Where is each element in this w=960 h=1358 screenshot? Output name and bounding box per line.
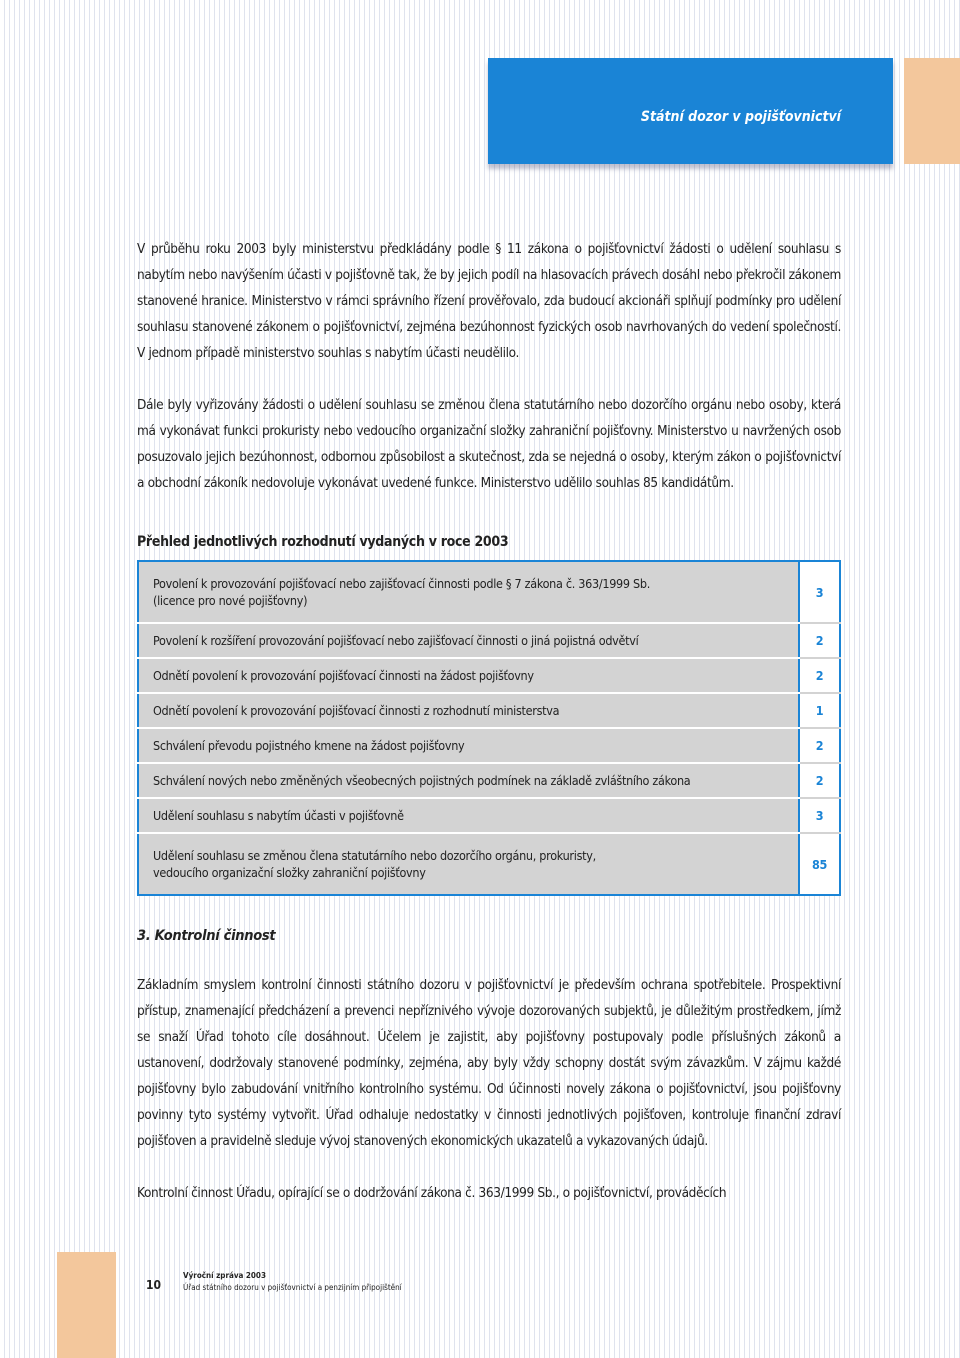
page-number: 10 xyxy=(146,1278,162,1292)
table-row xyxy=(138,798,840,833)
footer-info xyxy=(183,1270,402,1294)
control-activity-heading: 3. Kontrolní činnost xyxy=(137,928,276,944)
table-row xyxy=(138,693,840,728)
table-cell-label: Odnětí povolení k provozování pojišťovací činnosti z rozhodnutí ministerstva xyxy=(138,693,799,728)
table-cell-label: Povolení k rozšíření provozování pojišťovací nebo zajišťovací činnosti o jiná pojistná odvětví xyxy=(138,623,799,658)
table-cell-value: 2 xyxy=(799,728,840,763)
table-cell-label: Odnětí povolení k provozování pojišťovací činnosti na žádost pojišťovny xyxy=(138,658,799,693)
table-cell-label: Schválení nových nebo změněných všeobecných pojistných podmínek na základě zvláštního zákona xyxy=(138,763,799,798)
section-header-box xyxy=(488,58,893,164)
footer-report-title: Výroční zpráva 2003 xyxy=(183,1271,266,1280)
orange-accent-block-bottom xyxy=(57,1252,116,1358)
table-cell-label: Udělení souhlasu s nabytím účasti v pojišťovně xyxy=(138,798,799,833)
table-cell-value: 2 xyxy=(799,658,840,693)
decisions-heading: Přehled jednotlivých rozhodnutí vydaných v roce 2003 xyxy=(137,534,509,550)
orange-accent-block-top xyxy=(904,58,960,164)
paragraph-control-activity: Základním smyslem kontrolní činnosti státního dozoru v pojišťovnictví je především ochrana spotřebitele. Prospektivní přístup, znamenající předcházení a prevenci nepříznivého vývoje dozorovaných subjektů, je důležitým prostředkem, jímž se snaží Úřad tohoto cíle dosáhnout. Účelem je zajistit, aby pojišťovny postupovaly podle příslušných zákonů a ustanovení, dodržovaly stanovené podmínky, zejména, aby byly vždy schopny dostát svým závazkům. V zájmu každé pojišťovny bylo zabudování vnitřního kontrolního systému. Od účinnosti novely zákona o pojišťovnictví, jsou pojišťovny povinny tyto systémy vytvořit. Úřad odhaluje nedostatky v činnosti jednotlivých pojišťoven, kontroluje finanční zdraví pojišťoven a pravidelně sleduje vývoj stanovených ekonomických ukazatelů a vykazovaných údajů. xyxy=(137,977,841,1149)
table-row xyxy=(138,561,840,623)
table-cell-label: Schválení převodu pojistného kmene na žádost pojišťovny xyxy=(138,728,799,763)
decisions-table xyxy=(137,560,841,896)
paragraph-control-law: Kontrolní činnost Úřadu, opírající se o dodržování zákona č. 363/1999 Sb., o pojišťovnictví, prováděcích xyxy=(137,1185,727,1201)
table-cell-value: 3 xyxy=(799,798,840,833)
paragraph-board-changes: Dále byly vyřizovány žádosti o udělení souhlasu se změnou člena statutárního nebo dozorčího orgánu nebo osoby, která má vykonávat funkci prokuristy nebo vedoucího organizační složky zahraniční pojišťovny. Ministerstvo u navržených osob posuzovalo jejich bezúhonnost, odbornou způsobilost a skutečnost, zda se nejedná o osoby, kterým zákon o pojišťovnictví a obchodní zákoník nedovoluje vykonávat uvedené funkce. Ministerstvo udělilo souhlas 85 kandidátům. xyxy=(137,397,841,491)
main-content xyxy=(137,236,841,1206)
table-cell-value: 1 xyxy=(799,693,840,728)
table-cell-label xyxy=(138,561,799,623)
section-title: Státní dozor v pojišťovnictví xyxy=(640,109,841,125)
table-row xyxy=(138,623,840,658)
table-cell-value: 85 xyxy=(799,833,840,895)
table-row xyxy=(138,728,840,763)
table-row xyxy=(138,763,840,798)
table-cell-value: 3 xyxy=(799,561,840,623)
row-label-line: vedoucího organizační složky zahraniční pojišťovny xyxy=(153,865,426,880)
table-row xyxy=(138,833,840,895)
table-cell-value: 2 xyxy=(799,763,840,798)
row-label-line: Udělení souhlasu se změnou člena statutárního nebo dozorčího orgánu, prokuristy, xyxy=(153,848,596,863)
table-cell-value: 2 xyxy=(799,623,840,658)
table-row xyxy=(138,658,840,693)
row-label-line: Povolení k provozování pojišťovací nebo zajišťovací činnosti podle § 7 zákona č. 363/1999 Sb. xyxy=(153,576,650,591)
row-label-line: (licence pro nové pojišťovny) xyxy=(153,593,308,608)
table-cell-label xyxy=(138,833,799,895)
paragraph-approvals: V průběhu roku 2003 byly ministerstvu předkládány podle § 11 zákona o pojišťovnictví žádosti o udělení souhlasu s nabytím nebo navýšením účasti v pojišťovně tak, že by jejich podíl na hlasovacích právech dosáhl nebo překročil zákonem stanovené hranice. Ministerstvo v rámci správního řízení prověřovalo, zda budoucí akcionáři splňují podmínky pro udělení souhlasu stanovené zákonem o pojišťovnictví, zejména bezúhonnost fyzických osob navrhovaných do vedení společností. V jednom případě ministerstvo souhlas s nabytím účasti neudělilo. xyxy=(137,241,841,361)
footer-office-name: Úřad státního dozoru v pojišťovnictví a penzijním připojištění xyxy=(183,1283,402,1292)
